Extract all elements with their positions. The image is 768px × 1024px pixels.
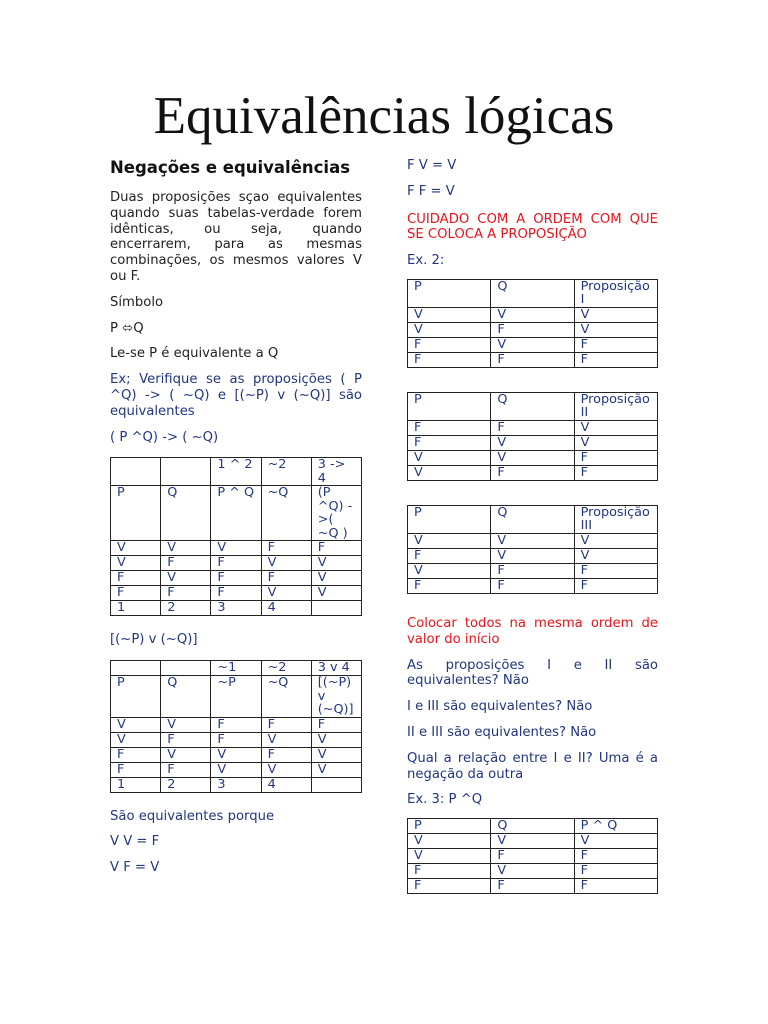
table-cell: F <box>261 541 311 556</box>
table-cell: ~2 <box>261 458 311 486</box>
table-cell: V <box>574 533 657 548</box>
table-cell: V <box>408 465 491 480</box>
table-cell: 3 <box>211 777 261 792</box>
table-cell: F <box>491 465 574 480</box>
table-cell: V <box>408 563 491 578</box>
rule-vv: V V = F <box>110 834 160 850</box>
truth-table-proposition-1 <box>407 279 658 368</box>
table-cell: F <box>261 571 311 586</box>
table-cell: F <box>211 586 261 601</box>
table-cell: F <box>111 586 161 601</box>
table-cell: F <box>491 563 574 578</box>
table-cell: V <box>161 571 211 586</box>
rule-fv: F V = V <box>407 158 457 173</box>
table-cell: [(~P) v (~Q)] <box>311 676 361 718</box>
table-cell: Q <box>491 392 574 420</box>
page-title: Equivalências lógicas <box>153 87 615 145</box>
table-cell: V <box>111 717 161 732</box>
truth-table-1 <box>110 457 362 616</box>
section-heading: Negações e equivalências <box>110 158 351 177</box>
table-cell: Proposição III <box>574 505 657 533</box>
table-cell: V <box>574 420 657 435</box>
table-cell: V <box>491 548 574 563</box>
table-row <box>408 879 658 894</box>
table-cell: F <box>408 879 491 894</box>
table-cell: ~1 <box>211 661 261 676</box>
example-2-label: Ex. 2: <box>407 253 445 269</box>
question-3: II e III são equivalentes? Não <box>407 724 597 740</box>
table-cell: Q <box>161 486 211 541</box>
rule-ff: F F = V <box>407 183 455 199</box>
table-cell: F <box>161 556 211 571</box>
table-cell: 1 <box>111 777 161 792</box>
table-cell: F <box>408 420 491 435</box>
table-row <box>408 435 658 450</box>
table-cell: V <box>408 834 491 849</box>
table-cell: V <box>311 747 361 762</box>
table-cell: F <box>311 717 361 732</box>
table-row <box>111 676 362 718</box>
table-cell: Q <box>491 505 574 533</box>
table-cell: F <box>491 322 574 337</box>
table-cell: F <box>408 864 491 879</box>
table-cell: 3 -> 4 <box>311 458 361 486</box>
table-cell: P <box>408 392 491 420</box>
table-cell: F <box>408 337 491 352</box>
table-cell: 3 <box>211 601 261 616</box>
table-row <box>408 352 658 367</box>
table-cell: P ^ Q <box>574 819 657 834</box>
table-row <box>408 563 658 578</box>
intro-paragraph: Duas proposições sçao equivalentes quando suas tabelas-verdade forem idênticas, ou seja, quando encerrarem, para as mesmas combinações, os mesmos valores V ou F. <box>110 190 362 284</box>
table-cell: V <box>261 586 311 601</box>
table-cell: F <box>408 352 491 367</box>
table-cell: F <box>574 563 657 578</box>
table-cell: P <box>111 486 161 541</box>
table-cell: V <box>161 747 211 762</box>
table-cell <box>161 661 211 676</box>
table-cell: F <box>261 717 311 732</box>
table-cell: V <box>408 849 491 864</box>
table-row <box>408 392 658 420</box>
question-4: Qual a relação entre I e II? Uma é a negação da outra <box>407 750 658 782</box>
table-cell: Q <box>491 819 574 834</box>
table-cell: V <box>211 747 261 762</box>
table-row <box>111 586 362 601</box>
expression-1: ( P ^Q) -> ( ~Q) <box>110 429 219 445</box>
right-column <box>407 158 658 908</box>
rule-vf: V F = V <box>110 860 160 876</box>
table-row <box>111 458 362 486</box>
table-cell: 3 v 4 <box>311 661 361 676</box>
table-row <box>111 571 362 586</box>
table-row <box>408 420 658 435</box>
table-row <box>408 548 658 563</box>
table-cell: F <box>574 578 657 593</box>
table-cell: V <box>211 541 261 556</box>
table-cell: F <box>574 879 657 894</box>
table-cell: V <box>161 717 211 732</box>
table-row <box>111 541 362 556</box>
table-cell: 4 <box>261 601 311 616</box>
table-cell: F <box>211 571 261 586</box>
table-cell: F <box>491 578 574 593</box>
table-cell: F <box>261 747 311 762</box>
table-cell: ~2 <box>261 661 311 676</box>
table-cell: 4 <box>261 777 311 792</box>
table-cell: P <box>111 676 161 718</box>
reading-text: Le-se P é equivalente a Q <box>110 346 279 362</box>
table-cell: V <box>408 450 491 465</box>
table-cell: ~Q <box>261 676 311 718</box>
table-cell: F <box>111 571 161 586</box>
table-cell: (P ^Q) ->( ~Q ) <box>311 486 361 541</box>
equivalence-symbol: P ⬄Q <box>110 320 144 336</box>
table-row <box>111 556 362 571</box>
table-cell: F <box>111 762 161 777</box>
table-cell: V <box>574 548 657 563</box>
table-cell: V <box>311 732 361 747</box>
expression-2: [(~P) v (~Q)] <box>110 632 198 648</box>
truth-table-p-and-q <box>407 818 658 894</box>
table-cell: V <box>261 556 311 571</box>
table-cell: V <box>311 586 361 601</box>
table-cell: V <box>408 307 491 322</box>
table-row <box>111 732 362 747</box>
table-cell: V <box>311 571 361 586</box>
table-cell: 2 <box>161 601 211 616</box>
table-row <box>111 486 362 541</box>
table-cell: V <box>574 307 657 322</box>
table-cell: F <box>311 541 361 556</box>
table-cell: V <box>491 435 574 450</box>
table-row <box>111 777 362 792</box>
order-note: Colocar todos na mesma ordem de valor do início <box>407 615 658 647</box>
table-cell: 1 ^ 2 <box>211 458 261 486</box>
table-row <box>111 762 362 777</box>
table-cell: F <box>161 732 211 747</box>
table-row <box>408 465 658 480</box>
table-row <box>408 337 658 352</box>
conclusion-text: São equivalentes porque <box>110 808 275 824</box>
table-cell: F <box>211 556 261 571</box>
table-cell: V <box>574 322 657 337</box>
table-cell: P ^ Q <box>211 486 261 541</box>
table-cell: V <box>574 834 657 849</box>
question-2: I e III são equivalentes? Não <box>407 699 593 715</box>
table-cell: V <box>311 556 361 571</box>
table-row <box>408 279 658 307</box>
table-row <box>408 819 658 834</box>
table-row <box>111 747 362 762</box>
example-3-label: Ex. 3: P ^Q <box>407 792 483 808</box>
table-row <box>408 307 658 322</box>
table-cell: F <box>574 465 657 480</box>
table-cell: F <box>211 717 261 732</box>
table-row <box>408 834 658 849</box>
exercise-text: Ex; Verifique se as proposições ( P ^Q) -> ( ~Q) e [(~P) v (~Q)] são equivalentes <box>110 372 362 419</box>
table-cell: V <box>491 834 574 849</box>
table-cell <box>161 458 211 486</box>
table-cell: F <box>408 578 491 593</box>
truth-table-2 <box>110 660 362 793</box>
table-cell: F <box>574 450 657 465</box>
table-cell: ~P <box>211 676 261 718</box>
table-cell: V <box>408 533 491 548</box>
table-cell: ~Q <box>261 486 311 541</box>
table-row <box>408 864 658 879</box>
table-cell: V <box>491 864 574 879</box>
table-cell: F <box>161 762 211 777</box>
warning-text: CUIDADO COM A ORDEM COM QUE SE COLOCA A PROPOSIÇÃO <box>407 211 658 243</box>
table-cell: F <box>491 352 574 367</box>
truth-table-proposition-3 <box>407 505 658 594</box>
table-cell <box>111 458 161 486</box>
table-cell: F <box>211 732 261 747</box>
table-cell: F <box>111 747 161 762</box>
table-cell: F <box>408 548 491 563</box>
table-cell: V <box>111 556 161 571</box>
table-cell: P <box>408 819 491 834</box>
table-cell: F <box>574 352 657 367</box>
table-cell: V <box>111 732 161 747</box>
table-row <box>111 661 362 676</box>
left-column <box>110 158 362 886</box>
table-cell: F <box>574 337 657 352</box>
table-cell: V <box>311 762 361 777</box>
table-cell: Proposição II <box>574 392 657 420</box>
table-cell: F <box>491 849 574 864</box>
table-row <box>111 717 362 732</box>
table-row <box>408 505 658 533</box>
table-cell: V <box>491 533 574 548</box>
table-cell: Q <box>491 279 574 307</box>
table-cell: 1 <box>111 601 161 616</box>
table-cell: V <box>161 541 211 556</box>
table-cell: V <box>408 322 491 337</box>
table-cell: F <box>574 849 657 864</box>
table-cell: F <box>408 435 491 450</box>
table-cell: V <box>491 337 574 352</box>
table-row <box>111 601 362 616</box>
truth-table-proposition-2 <box>407 392 658 481</box>
table-cell: F <box>161 586 211 601</box>
table-cell <box>311 777 361 792</box>
table-row <box>408 450 658 465</box>
table-cell: V <box>111 541 161 556</box>
table-cell: V <box>211 762 261 777</box>
table-cell: V <box>574 435 657 450</box>
table-cell: F <box>491 879 574 894</box>
table-cell: F <box>491 420 574 435</box>
table-cell: V <box>261 762 311 777</box>
table-cell <box>111 661 161 676</box>
symbol-label: Símbolo <box>110 294 164 310</box>
table-cell: P <box>408 279 491 307</box>
table-cell: Proposição I <box>574 279 657 307</box>
table-cell <box>311 601 361 616</box>
table-cell: Q <box>161 676 211 718</box>
table-cell: F <box>574 864 657 879</box>
table-row <box>408 849 658 864</box>
table-cell: V <box>491 307 574 322</box>
table-row <box>408 578 658 593</box>
table-row <box>408 322 658 337</box>
table-cell: V <box>261 732 311 747</box>
table-cell: V <box>491 450 574 465</box>
table-cell: 2 <box>161 777 211 792</box>
table-row <box>408 533 658 548</box>
question-1: As proposições I e II são equivalentes? Não <box>407 657 658 689</box>
table-cell: P <box>408 505 491 533</box>
